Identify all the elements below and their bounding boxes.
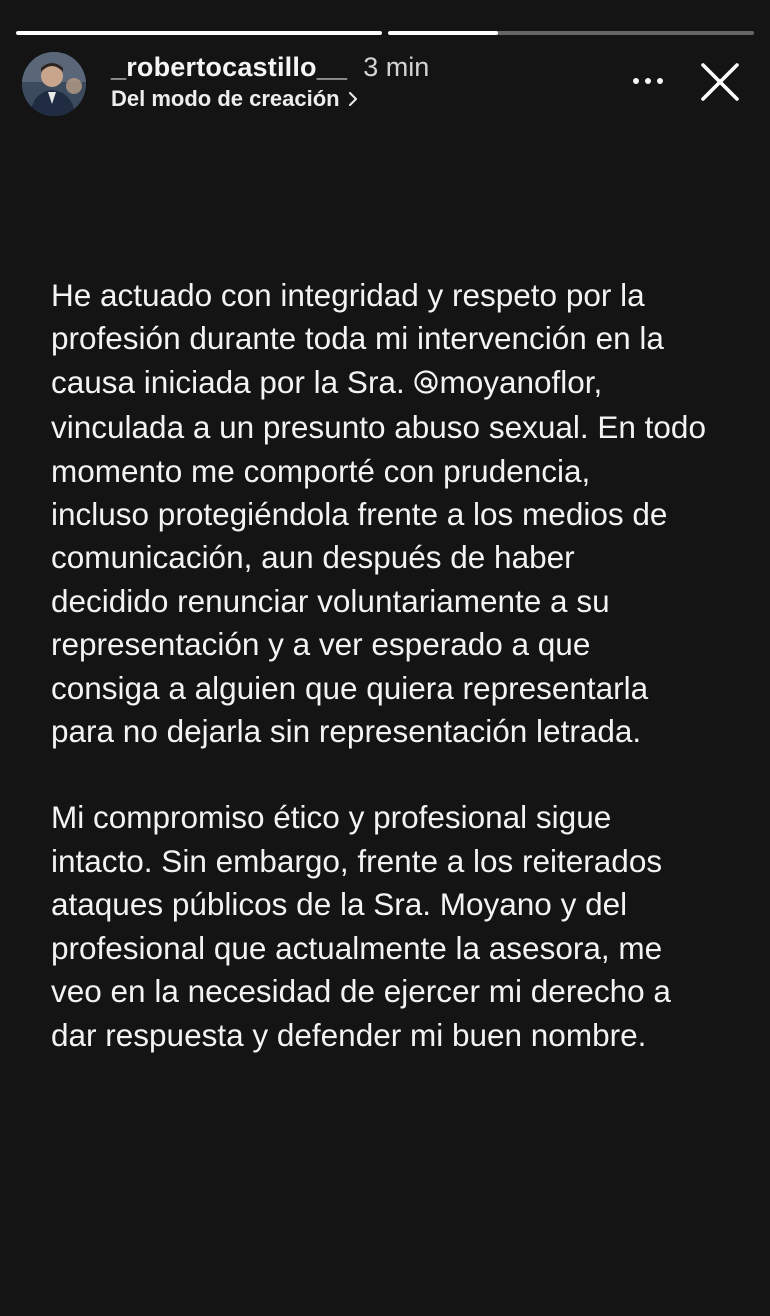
close-button[interactable] (698, 60, 742, 104)
source-label: Del modo de creación (111, 86, 340, 111)
source-link[interactable] (111, 86, 358, 112)
paragraph-1-part-b: , vinculada a un presunto abuso sexual. En todo momento me comporté con prudencia, incluso protegiéndola frente a los medios de comunicación, aun después de haber decidido renunciar voluntariamente a su representación y a ver esperado a que consiga a alguien que quiera representarla para no dejarla sin representación letrada. (51, 363, 706, 750)
chevron-right-icon (348, 92, 358, 106)
paragraph-2: Mi compromiso ético y profesional sigue intacto. Sin embargo, frente a los reiterados ataques públicos de la Sra. Moyano y del profesional que actualmente la asesora, me veo en la necesidad de ejercer mi derecho a dar respuesta y defender mi buen nombre. (51, 799, 671, 1053)
progress-fill-2 (388, 31, 498, 35)
progress-fill-1 (16, 31, 382, 35)
progress-segment-2 (388, 31, 754, 35)
progress-segment-1 (16, 31, 382, 35)
timestamp: 3 min (363, 52, 430, 82)
user-line (111, 52, 429, 83)
more-horizontal-icon (628, 66, 668, 96)
story-progress-bar (16, 31, 754, 35)
avatar[interactable] (22, 52, 86, 116)
threads-at-icon (413, 363, 439, 406)
paragraph-1-part-a: He actuado con integridad y respeto por la profesión durante toda mi intervención en la causa iniciada por la Sra. (51, 277, 664, 400)
story-header (22, 50, 754, 116)
paragraph-spacer (51, 753, 741, 796)
username[interactable]: _robertocastillo__ (111, 52, 348, 82)
story-text (51, 274, 741, 1057)
close-icon (698, 60, 742, 104)
mention-link[interactable]: moyanoflor (439, 363, 594, 400)
more-options-button[interactable] (628, 66, 668, 96)
paragraph-1 (51, 274, 741, 753)
